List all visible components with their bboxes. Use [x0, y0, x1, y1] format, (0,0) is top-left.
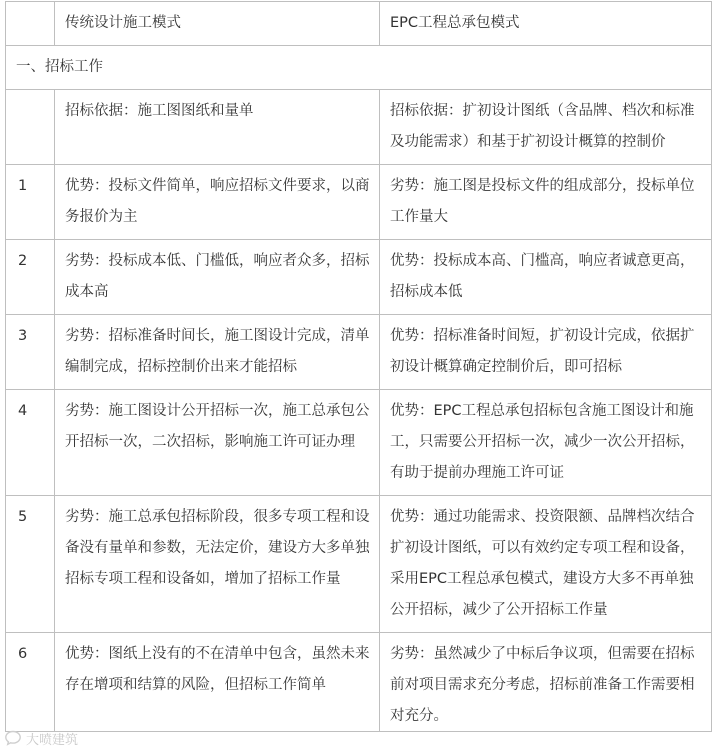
row-number: 5 — [6, 496, 55, 633]
epc-cell: 优势：EPC工程总承包招标包含施工图设计和施工，只需要公开招标一次，减少一次公开招标，有助于提前办理施工许可证 — [380, 390, 712, 496]
row-number: 1 — [6, 165, 55, 240]
table-row — [6, 165, 712, 240]
comparison-table — [5, 1, 712, 732]
header-cell-traditional: 传统设计施工模式 — [55, 2, 380, 46]
row-number: 4 — [6, 390, 55, 496]
epc-cell: 优势：招标准备时间短，扩初设计完成，依据扩初设计概算确定控制价后，即可招标 — [380, 315, 712, 390]
epc-cell: 优势：通过功能需求、投资限额、品牌档次结合扩初设计图纸，可以有效约定专项工程和设备，采用EPC工程总承包模式，建设方大多不再单独公开招标，减少了公开招标工作量 — [380, 496, 712, 633]
epc-cell: 优势：投标成本高、门槛高，响应者诚意更高，招标成本低 — [380, 240, 712, 315]
traditional-cell-text: 优势：图纸上没有的不在清单中包含，虽然未来存在增项和结算的风险，但招标工作简单 — [65, 646, 370, 693]
epc-cell-text: 劣势：虽然减少了中标后争议项，但需要在招标前对项目需求充分考虑，招标前准备工作需要相对充分。 — [390, 646, 695, 724]
chat-bubble-icon — [4, 730, 22, 746]
row-number: 6 — [6, 633, 55, 732]
header-cell-epc: EPC工程总承包模式 — [380, 2, 712, 46]
header-cell-blank — [6, 2, 55, 46]
row-number: 3 — [6, 315, 55, 390]
basis-epc-cell: 招标依据：扩初设计图纸（含品牌、档次和标准及功能需求）和基于扩初设计概算的控制价 — [380, 90, 712, 165]
table-row — [6, 315, 712, 390]
traditional-cell: 劣势：招标准备时间长，施工图设计完成，清单编制完成，招标控制价出来才能招标 — [55, 315, 380, 390]
basis-traditional-cell: 招标依据：施工图图纸和量单 — [55, 90, 380, 165]
section-title: 一、招标工作 — [6, 46, 712, 90]
table-header-row — [6, 2, 712, 46]
table-row — [6, 240, 712, 315]
watermark — [4, 729, 78, 747]
epc-cell — [380, 633, 712, 732]
watermark-text: 大喷建筑 — [26, 732, 79, 748]
traditional-cell: 劣势：施工总承包招标阶段，很多专项工程和设备没有量单和参数，无法定价，建设方大多单独招标专项工程和设备如，增加了招标工作量 — [55, 496, 380, 633]
traditional-cell: 劣势：施工图设计公开招标一次，施工总承包公开招标一次，二次招标，影响施工许可证办理 — [55, 390, 380, 496]
basis-row — [6, 90, 712, 165]
table-row — [6, 633, 712, 732]
traditional-cell: 劣势：投标成本低、门槛低，响应者众多，招标成本高 — [55, 240, 380, 315]
table-row — [6, 496, 712, 633]
traditional-cell: 优势：投标文件简单，响应招标文件要求，以商务报价为主 — [55, 165, 380, 240]
traditional-cell — [55, 633, 380, 732]
row-number: 2 — [6, 240, 55, 315]
section-row — [6, 46, 712, 90]
epc-cell: 劣势：施工图是投标文件的组成部分，投标单位工作量大 — [380, 165, 712, 240]
basis-number-cell — [6, 90, 55, 165]
table-row — [6, 390, 712, 496]
